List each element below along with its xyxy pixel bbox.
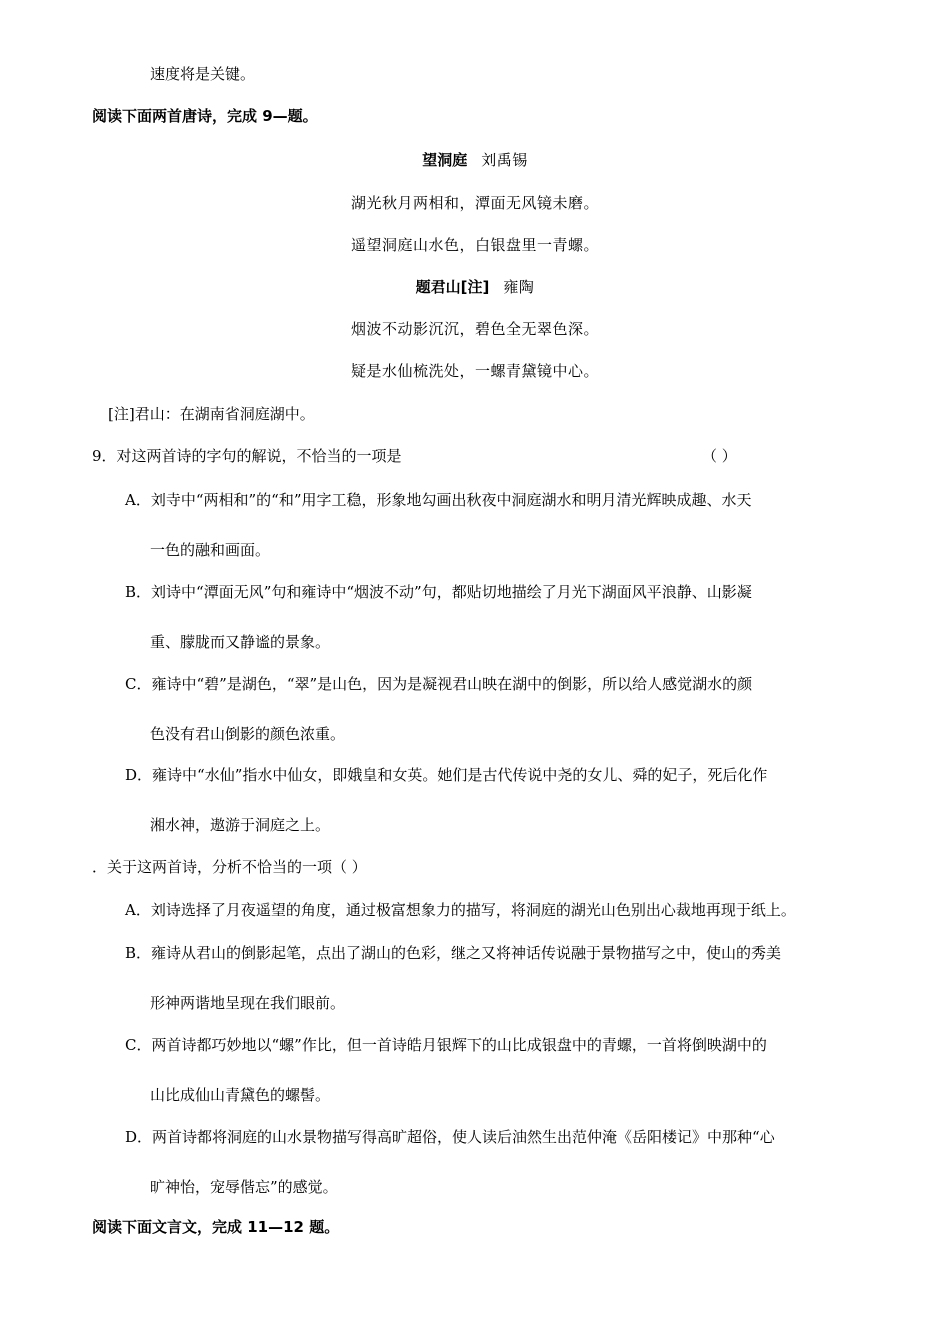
text-line: 速度将是关键。 [150,65,256,83]
option-c-cont: 山比成仙山青黛色的螺髻。 [150,1086,331,1104]
option-c: C．两首诗都巧妙地以“螺”作比，但一首诗皓月银辉下的山比成银盘中的青螺，一首将倒映湖中的 [125,1036,767,1054]
poem-title-text: 望洞庭 [422,151,468,169]
option-b-cont: 形神两谐地呈现在我们眼前。 [150,994,346,1012]
poem-line: 遥望洞庭山水色，白银盘里一青螺。 [350,236,599,254]
option-a-cont: 一色的融和画面。 [150,541,271,559]
poem-title [0,277,950,297]
poem-author: 刘禹锡 [481,151,528,169]
option-d-cont: 旷神怡，宠辱偕忘”的感觉。 [150,1178,338,1196]
option-a: A．刘诗选择了月夜遥望的角度，通过极富想象力的描写，将洞庭的湖光山色别出心裁地再现于纸上。 [125,901,796,919]
option-c-cont: 色没有君山倒影的颜色浓重。 [150,725,346,743]
option-c: C．雍诗中“碧”是湖色，“翠”是山色，因为是凝视君山映在湖中的倒影，所以给人感觉湖水的颜 [125,675,753,693]
question-9: 9．对这两首诗的字句的解说，不恰当的一项是 [92,447,402,465]
poem-title [0,150,950,170]
option-d: D．雍诗中“水仙”指水中仙女，即娥皇和女英。她们是古代传说中尧的女儿、舜的妃子，死后化作 [125,766,768,784]
option-d: D．两首诗都将洞庭的山水景物描写得高旷超俗，使人读后油然生出范仲淹《岳阳楼记》中那种“心 [125,1128,775,1146]
section-instruction: 阅读下面两首唐诗，完成 9—题。 [92,107,318,125]
option-b-cont: 重、朦胧而又静谧的景象。 [150,633,331,651]
poem-title-text: 题君山[注] [415,278,490,296]
poem-author: 雍陶 [503,278,535,296]
option-b: B．雍诗从君山的倒影起笔，点出了湖山的色彩，继之又将神话传说融于景物描写之中，使山的秀美 [125,944,782,962]
question-10: ．关于这两首诗，分析不恰当的一项（ ） [92,858,367,876]
answer-bracket: （ ） [702,447,737,465]
option-a: A．刘寺中“两相和”的“和”用字工稳，形象地勾画出秋夜中洞庭湖水和明月清光辉映成趣、水天 [125,491,752,509]
option-b: B．刘诗中“潭面无风”句和雍诗中“烟波不动”句，都贴切地描绘了月光下湖面风平浪静、山影凝 [125,583,752,601]
option-d-cont: 湘水神，遨游于洞庭之上。 [150,816,331,834]
poem-line: 疑是水仙梳洗处，一螺青黛镜中心。 [350,362,599,380]
section-instruction: 阅读下面文言文，完成 11—12 题。 [92,1218,340,1236]
poem-note: [注]君山：在湖南省洞庭湖中。 [108,405,315,423]
poem-line: 湖光秋月两相和，潭面无风镜未磨。 [350,194,599,212]
poem-line: 烟波不动影沉沉，碧色全无翠色深。 [350,320,599,338]
